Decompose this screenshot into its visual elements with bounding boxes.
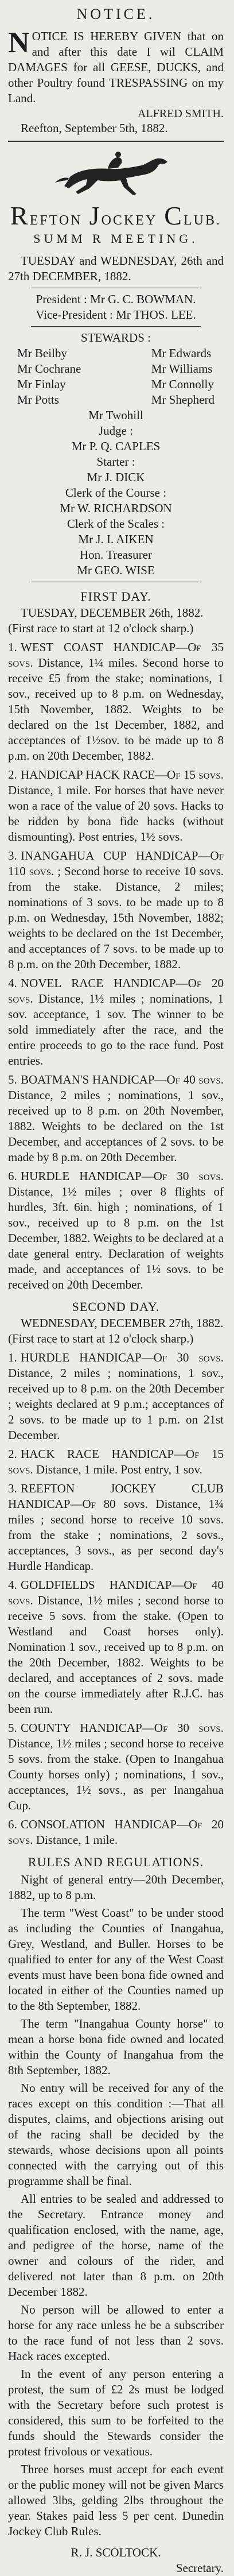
race-title: INANGAHUA CUP HANDICAP—Of 110 sovs. — [8, 849, 224, 878]
race-title: GOLDFIELDS HANDICAP—Of 40 sovs. — [8, 1578, 224, 1607]
president: President : Mr G. C. BOWMAN. — [36, 292, 196, 306]
race-number: 3. — [8, 849, 17, 862]
starter-label: Starter : — [96, 455, 135, 469]
racehorse-illustration — [8, 146, 224, 199]
race-title: REEFTON JOCKEY CLUB HANDICAP—Of — [8, 1482, 224, 1511]
steward: Mr Williams — [151, 362, 213, 376]
clerk-course-label: Clerk of the Course : — [65, 486, 167, 500]
rule-paragraph: The term "Inangahua County horse" to mean a horse bona fide owned and located within the County of Inangahua from the 8th September, 1882. — [8, 2017, 224, 2077]
race-entry — [8, 848, 224, 972]
steward: Mr Shepherd — [151, 393, 214, 407]
clerk-scales-name: Mr J. I. AIKEN — [78, 532, 154, 546]
judge-name: Mr P. Q. CAPLES — [71, 439, 161, 453]
race-details: 80 sovs. Distance, 1¾ miles ; second horse to receive 10 sovs. from the stake ; nominations, 2 sovs., acceptances, 3 sovs., as per second day's Hurdle Handicap. — [8, 1497, 224, 1573]
second-day-heading: SECOND DAY. — [72, 1299, 160, 1314]
secretary-block — [8, 2545, 224, 2576]
steward: Mr Connolly — [151, 377, 214, 391]
race-details: Distance, 1½ miles ; second horse to receive 5 sovs. from the stake. (Open to Westland and Coast horses only). Nomination 1 sov., received up to 8 p.m. on the 20th December, 1882. Weights to be declared, and acceptances of 2 sovs. made on the course immediately after R.J.C. has been run. — [8, 1593, 224, 1716]
treasurer-label: Hon. Treasurer — [80, 548, 152, 562]
rule-paragraph: No entry will be received for any of the races except on this condition :—That all disputes, claims, and objections arising out of the racing shall be decided by the stewards, whose decisions upon all points connected with the carrying out of this programme shall be final. — [8, 2081, 224, 2188]
race-title: HANDICAP HACK RACE—Of 15 sovs. — [21, 768, 224, 782]
race-entry — [8, 640, 224, 764]
rule-paragraph: Three horses must accept for each event or the public money will not be given Marcs allowed 3lbs, gelding 2lbs throughout the year. Stakes paid less 5 per cent. Dunedin Jockey Club Rules. — [8, 2462, 224, 2538]
divider — [31, 326, 201, 327]
race-details: Distance, 2 miles ; nominations, 1 sov., received up to 8 p.m. on 20th November, 1882. Weights to be declared on the 1st December, and acceptances of 2 sovs. to be made by 8 p.m. on 20th December. — [8, 1088, 224, 1164]
first-day-start: (First race to start at 12 o'clock sharp.) — [8, 621, 194, 635]
race-details: Distance, 2 miles ; nominations, 1 sov., received up to 8 p.m. on the 20th December ; weights declared at 9 p.m.; acceptances of 2 sovs. to be made up to 1 p.m. on 21st December. — [8, 1366, 224, 1442]
race-entry — [8, 1577, 224, 1717]
stewards-right-column — [151, 346, 214, 408]
notice-dropcap: N — [8, 26, 30, 59]
race-title: HURDLE HANDICAP—Of 30 sovs. — [21, 1351, 224, 1364]
race-number: 2. — [8, 768, 17, 782]
steward: Mr Twohill — [88, 408, 143, 422]
race-number: 4. — [8, 1578, 17, 1592]
clerk-scales-label: Clerk of the Scales : — [67, 517, 165, 531]
race-title: WEST COAST HANDICAP—Of 35 sovs. — [8, 640, 224, 670]
rule-paragraph: The term "West Coast" to be under stood as including the Counties of Inangahua, Grey, Westland, and Buller. Horses to be qualified to enter for any of the West Coast events must have been bona fide owned and located in either of the Counties named up to the 8th September, 1882. — [8, 1906, 224, 2013]
race-number: 4. — [8, 976, 17, 990]
secretary-title: Secretary. — [176, 2561, 224, 2575]
race-title: COUNTY HANDICAP—Of 30 sovs. — [21, 1721, 224, 1735]
second-day-races — [8, 1350, 224, 1848]
rules-heading: RULES AND REGULATIONS. — [28, 1855, 204, 1869]
club-title-jockey: JOCKEY — [89, 201, 158, 230]
race-entry — [8, 976, 224, 1069]
race-entry — [8, 1446, 224, 1477]
starter-name: Mr J. DICK — [87, 470, 145, 484]
race-title: HACK RACE HANDICAP—Of 15 sovs. — [8, 1447, 224, 1476]
race-details: Distance, 1½ miles ; over 8 flights of hurdles, 3ft. 6in. high ; nominations, of 1 sov., received up to 8 p.m. on the 1st December, 1882. Weights to be declared at a date general entry. Declaration of weights made, and acceptances of 1½ sovs. to be received on 20th December. — [8, 1185, 224, 1291]
race-details: Distance, 1½ miles ; second horse to receive 5 sovs. from the stake. (Open to Inangahua County horses only) ; nominations, 1 sov., acceptances, 1½ sovs., as per Inangahua Cup. — [8, 1736, 224, 1812]
steward: Mr Edwards — [151, 346, 212, 360]
race-number: 5. — [8, 1073, 17, 1086]
race-entry — [8, 1072, 224, 1165]
vice-president: Vice-President : Mr THOS. LEE. — [36, 308, 196, 322]
race-entry — [8, 767, 224, 845]
race-entry — [8, 1817, 224, 1848]
race-entry — [8, 1350, 224, 1443]
rule-paragraph: No person will be allowed to enter a horse for any race unless he be a subscriber to the race fund of not less than 2 sovs. Hack races excepted. — [8, 2303, 224, 2363]
race-details: Distance, 1 mile. — [36, 1833, 118, 1847]
notice-body — [8, 26, 224, 106]
race-details: Distance, 1¼ miles. Second horse to receive £5 from the stake; nominations, 1 sov., received up to 8 p.m. on Wednesday, 15th November, 1882. Weights to be declared on the 1st December, 1882, and acceptances of 1½sov. to be made up to 8 p.m. on 20th December, 1882. — [8, 656, 224, 763]
notice-signature: ALFRED SMITH. — [137, 107, 224, 120]
notice-text: OTICE IS HEREBY GIVEN that on and after this date I wil CLAIM DAMAGES for all GEESE, DUCKS, and other Poultry found TRESPASSING on my Land. — [8, 29, 224, 105]
stewards-left-column — [17, 346, 81, 408]
second-day-start: (First race to start at 12 o'clock sharp.) — [8, 1332, 194, 1345]
club-title-reefton: REFTON — [10, 201, 83, 230]
steward: Mr Cochrane — [17, 362, 81, 376]
notice-dateline: Reefton, September 5th, 1882. — [21, 121, 168, 135]
club-title-club: CLUB. — [164, 201, 221, 230]
rules-list — [8, 1872, 224, 2539]
steward: Mr Beilby — [17, 346, 67, 360]
race-number: 1. — [8, 640, 17, 654]
race-number: 2. — [8, 1447, 17, 1461]
rule-paragraph: All entries to be sealed and addressed to the Secretary. Entrance money and qualification enclosed, with the name, age, and pedigree of the horse, name of the owner and colours of the rider, and delivered not later than 8 p.m. on 20th December 1882. — [8, 2192, 224, 2299]
clerk-course-name: Mr W. RICHARDSON — [60, 501, 172, 515]
first-day-heading: FIRST DAY. — [80, 589, 151, 604]
steward: Mr Potts — [17, 393, 59, 407]
race-number: 1. — [8, 1351, 17, 1364]
race-details: Distance, 1 mile. Post entry, 1 sov. — [36, 1463, 202, 1476]
treasurer-name: Mr GEO. WISE — [77, 563, 155, 577]
horse-and-jockey-icon — [53, 148, 179, 198]
race-entry — [8, 1720, 224, 1813]
race-number: 6. — [8, 1817, 17, 1831]
race-title: NOVEL RACE HANDICAP—Of 20 sovs. — [8, 976, 224, 1005]
divider — [8, 141, 224, 142]
secretary-name: R. J. SCOLTOCK. — [71, 2546, 161, 2559]
race-number: 3. — [8, 1482, 17, 1495]
judge-label: Judge : — [98, 424, 134, 438]
race-title: HURDLE HANDICAP—Of 30 sovs. — [21, 1169, 224, 1183]
officials — [8, 292, 224, 578]
race-title: BOATMAN'S HANDICAP—Of 40 sovs. — [21, 1073, 224, 1086]
club-title — [8, 203, 224, 229]
rule-paragraph: In the event of any person entering a protest, the sum of £2 2s must be lodged with the Secretary before such protest is considered, this sum to be forfeited to the funds should the Stewards consider the protest frivolous or vexatious. — [8, 2367, 224, 2458]
notice-title: NOTICE. — [76, 6, 155, 22]
race-details: Distance, 1½ miles ; nominations, 1 sov. acceptance, 1 sov. The winner to be sold immediately after the race, and the entire proceeds to go to the race fund. Post entries. — [8, 992, 224, 1067]
steward: Mr Finlay — [17, 377, 66, 391]
race-details: Distance, 1 mile. For horses that have never won a race of the value of 20 sovs. Hacks to be ridden by bona fide hacks (without dismounting). Post entries, 1½ sovs. — [8, 783, 224, 844]
second-day-date: WEDNESDAY, DECEMBER 27th, 1882. — [21, 1316, 224, 1330]
race-details: ; Second horse to receive 10 sovs. from the stake. Distance, 2 miles; nominations of 3 sovs. to be made up to 8 p.m. on Wednesday, 15th November, 1882; weights to be declared on the 1st December, and acceptances of 7 sovs. to be made up to 8 p.m. on the 20th December, 1882. — [8, 864, 224, 971]
race-entry — [8, 1481, 224, 1574]
first-day-races — [8, 640, 224, 1293]
meeting-title: SUMM R MEETING. — [33, 231, 198, 246]
meeting-dates: TUESDAY and WEDNESDAY, 26th and 27th DECEMBER, 1882. — [8, 254, 224, 283]
first-day-date: TUESDAY, DECEMBER 26th, 1882. — [21, 606, 204, 620]
race-entry — [8, 1169, 224, 1293]
race-number: 6. — [8, 1169, 17, 1183]
race-title: CONSOLATION HANDICAP—Of 20 sovs. — [8, 1817, 224, 1847]
rule-paragraph: Night of general entry—20th December, 1882, up to 8 p.m. — [8, 1873, 224, 1902]
race-number: 5. — [8, 1721, 17, 1735]
stewards-list — [8, 346, 224, 408]
stewards-label: STEWARDS : — [81, 331, 151, 345]
